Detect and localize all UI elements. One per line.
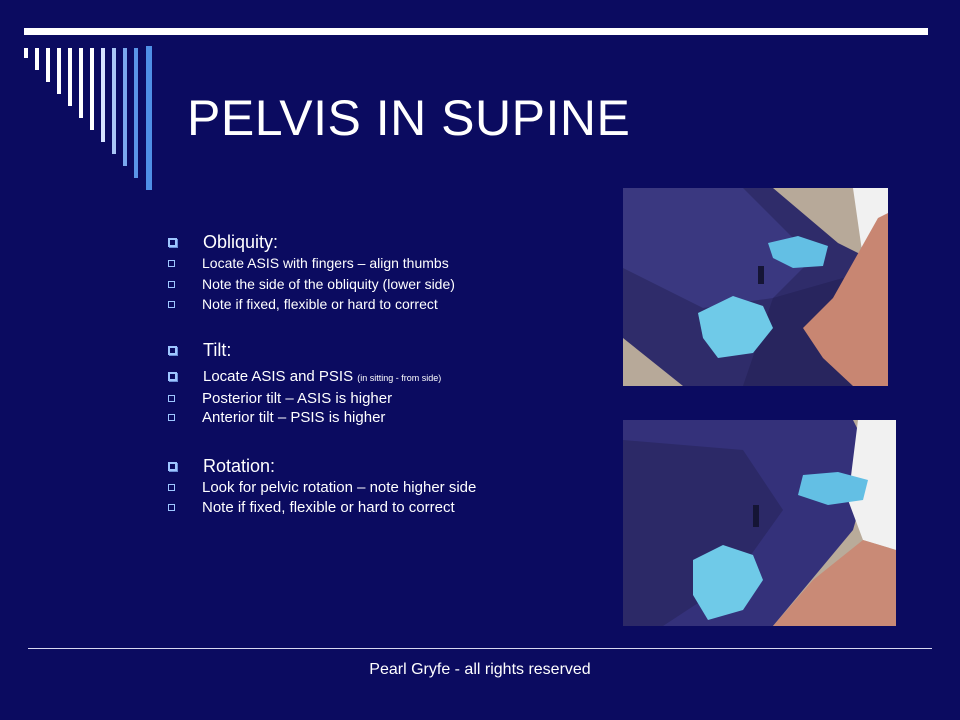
decorative-bars — [24, 46, 164, 196]
footer-copyright: Pearl Gryfe - all rights reserved — [369, 661, 591, 678]
list-item-text: Note if fixed, flexible or hard to correct — [202, 296, 438, 312]
photo-rotation — [623, 420, 896, 626]
bullet-icon — [168, 484, 175, 491]
locate-main-text: Locate ASIS and PSIS — [203, 368, 358, 385]
list-item — [168, 276, 455, 292]
bullet-icon — [168, 281, 175, 288]
bullet-icon — [168, 346, 177, 355]
bullet-icon — [168, 414, 175, 421]
list-item — [168, 255, 449, 271]
heading-tilt — [168, 340, 231, 361]
bullet-icon — [168, 462, 177, 471]
locate-note-text: (in sitting - from side) — [357, 373, 442, 383]
list-item — [168, 409, 385, 426]
heading-text: Tilt: — [203, 340, 232, 360]
list-item-text: Look for pelvic rotation – note higher side — [202, 479, 477, 496]
bullet-icon — [168, 504, 175, 511]
top-rule — [24, 28, 928, 35]
list-item-text: Anterior tilt – PSIS is higher — [202, 409, 386, 426]
bullet-icon — [168, 238, 177, 247]
bullet-icon — [168, 372, 177, 381]
list-item — [168, 296, 438, 312]
list-item — [168, 390, 392, 407]
bullet-icon — [168, 260, 175, 267]
slide-title: PELVIS IN SUPINE — [187, 90, 631, 146]
list-item-text: Note if fixed, flexible or hard to correct — [202, 499, 455, 516]
list-item-text: Posterior tilt – ASIS is higher — [202, 390, 393, 407]
heading-text: Rotation: — [203, 456, 276, 476]
bottom-rule — [28, 648, 932, 649]
bullet-icon — [168, 301, 175, 308]
heading-text: Obliquity: — [203, 232, 279, 252]
bullet-icon — [168, 395, 175, 402]
list-item-text: Locate ASIS with fingers – align thumbs — [202, 255, 449, 271]
list-item-text — [203, 368, 441, 385]
list-item — [168, 499, 455, 516]
list-item-text: Note the side of the obliquity (lower side) — [202, 276, 455, 292]
photo-obliquity — [623, 188, 888, 386]
heading-obliquity — [168, 232, 278, 253]
list-item-locate — [168, 368, 441, 385]
heading-rotation — [168, 456, 275, 477]
list-item — [168, 479, 476, 496]
